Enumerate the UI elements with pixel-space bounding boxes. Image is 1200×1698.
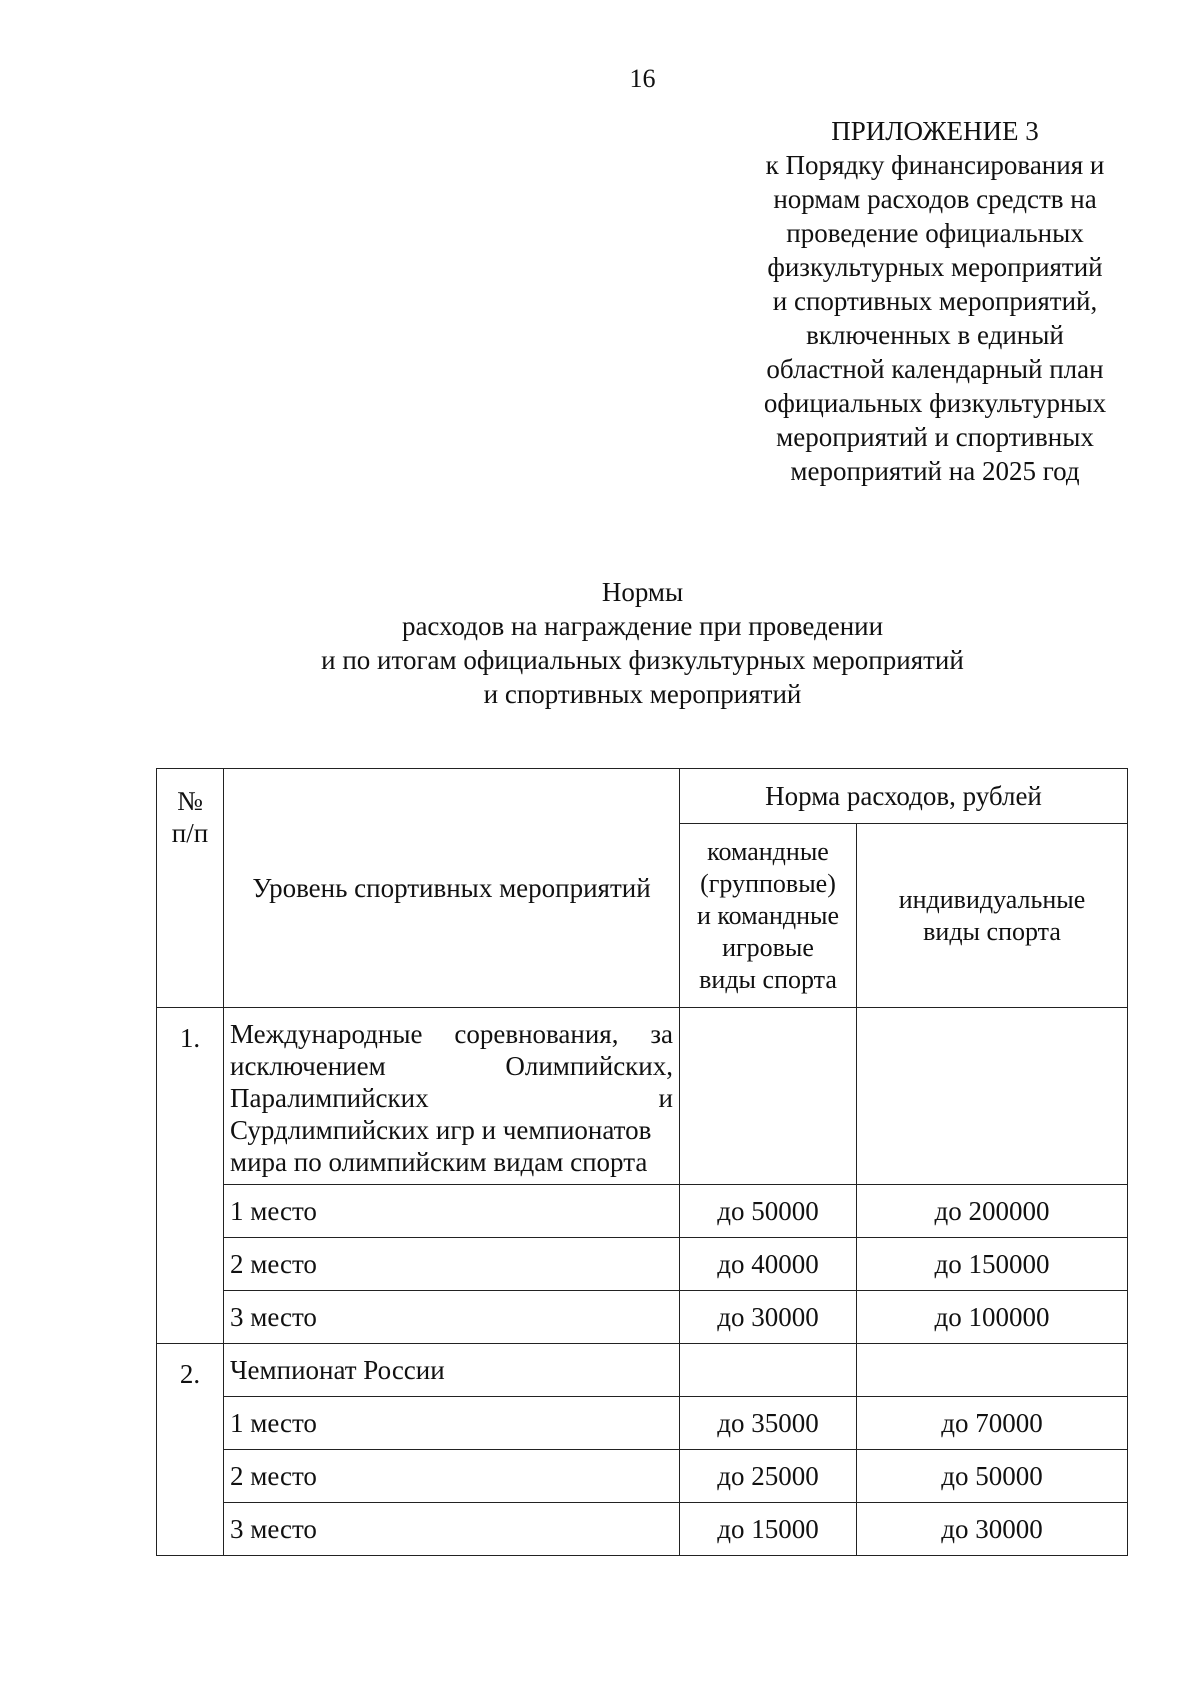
section-title-word: Международные	[230, 1019, 423, 1049]
header-individual-line: индивидуальные	[898, 884, 1086, 914]
title-line: и по итогам официальных физкультурных мероприятий	[321, 645, 964, 675]
section-number: 2.	[157, 1344, 224, 1556]
header-number-line: №	[177, 786, 203, 816]
appendix-line: официальных физкультурных	[763, 388, 1107, 418]
place-cell: 3 место	[224, 1503, 680, 1556]
title-line: расходов на награждение при проведении	[401, 611, 884, 641]
header-team-line: игровые	[722, 932, 814, 962]
document-title	[0, 575, 1200, 711]
individual-value: до 100000	[857, 1291, 1128, 1344]
page-number: 16	[629, 64, 656, 93]
place-cell: 1 место	[224, 1185, 680, 1238]
section-title	[224, 1008, 680, 1185]
section-title-word: Олимпийских,	[505, 1051, 673, 1081]
header-team	[680, 824, 857, 1008]
team-value: до 30000	[680, 1291, 857, 1344]
header-number-line: п/п	[171, 818, 209, 848]
table-header-row	[157, 769, 1128, 824]
section-title-line	[230, 1082, 673, 1114]
header-team-line: виды спорта	[699, 964, 837, 994]
place-cell: 1 место	[224, 1397, 680, 1450]
section-number: 1.	[157, 1008, 224, 1344]
empty-cell	[857, 1008, 1128, 1185]
appendix-line: областной календарный план	[766, 354, 1104, 384]
header-number	[157, 769, 224, 1008]
empty-cell	[857, 1344, 1128, 1397]
appendix-line: проведение официальных	[786, 218, 1084, 248]
place-cell: 2 место	[224, 1450, 680, 1503]
appendix-line: включенных в единый	[806, 320, 1064, 350]
title-line: Нормы	[601, 577, 684, 607]
appendix-line: мероприятий на 2025 год	[790, 456, 1080, 486]
place-cell: 2 место	[224, 1238, 680, 1291]
table-row	[157, 1397, 1128, 1450]
header-level: Уровень спортивных мероприятий	[224, 769, 680, 1008]
appendix-line: нормам расходов средств на	[773, 184, 1097, 214]
team-value: до 15000	[680, 1503, 857, 1556]
header-team-line: командные	[707, 836, 829, 866]
section-title-word: Паралимпийских	[230, 1083, 429, 1113]
table-row	[157, 1185, 1128, 1238]
appendix-block	[735, 114, 1135, 488]
individual-value: до 50000	[857, 1450, 1128, 1503]
appendix-line: мероприятий и спортивных	[776, 422, 1094, 452]
appendix-line: и спортивных мероприятий,	[772, 286, 1098, 316]
section-title-word: за	[650, 1019, 673, 1049]
header-individual	[857, 824, 1128, 1008]
section-title-line: мира по олимпийским видам спорта	[230, 1147, 648, 1177]
norms-table	[156, 768, 1128, 1556]
individual-value: до 70000	[857, 1397, 1128, 1450]
header-norm: Норма расходов, рублей	[680, 769, 1128, 824]
table-row	[157, 1008, 1128, 1185]
appendix-line: ПРИЛОЖЕНИЕ 3	[831, 116, 1039, 146]
table-row	[157, 1503, 1128, 1556]
team-value: до 40000	[680, 1238, 857, 1291]
individual-value: до 200000	[857, 1185, 1128, 1238]
team-value: до 50000	[680, 1185, 857, 1238]
individual-value: до 30000	[857, 1503, 1128, 1556]
table-row	[157, 1344, 1128, 1397]
title-line: и спортивных мероприятий	[483, 679, 802, 709]
appendix-line: физкультурных мероприятий	[767, 252, 1103, 282]
section-title-word: соревнования,	[454, 1019, 619, 1049]
empty-cell	[680, 1344, 857, 1397]
header-team-line: и командные	[696, 900, 840, 930]
table-row	[157, 1450, 1128, 1503]
place-cell: 3 место	[224, 1291, 680, 1344]
appendix-line: к Порядку финансирования и	[765, 150, 1105, 180]
table-row	[157, 1238, 1128, 1291]
individual-value: до 150000	[857, 1238, 1128, 1291]
team-value: до 35000	[680, 1397, 857, 1450]
empty-cell	[680, 1008, 857, 1185]
header-individual-line: виды спорта	[923, 916, 1061, 946]
section-title-word: и	[658, 1083, 673, 1113]
header-team-line: (групповые)	[700, 868, 836, 898]
table-row	[157, 1291, 1128, 1344]
section-title: Чемпионат России	[224, 1344, 680, 1397]
section-title-line: Сурдлимпийских игр и чемпионатов	[230, 1115, 652, 1145]
section-title-line	[230, 1050, 673, 1082]
section-title-word: исключением	[230, 1051, 386, 1081]
team-value: до 25000	[680, 1450, 857, 1503]
section-title-line	[230, 1018, 673, 1050]
